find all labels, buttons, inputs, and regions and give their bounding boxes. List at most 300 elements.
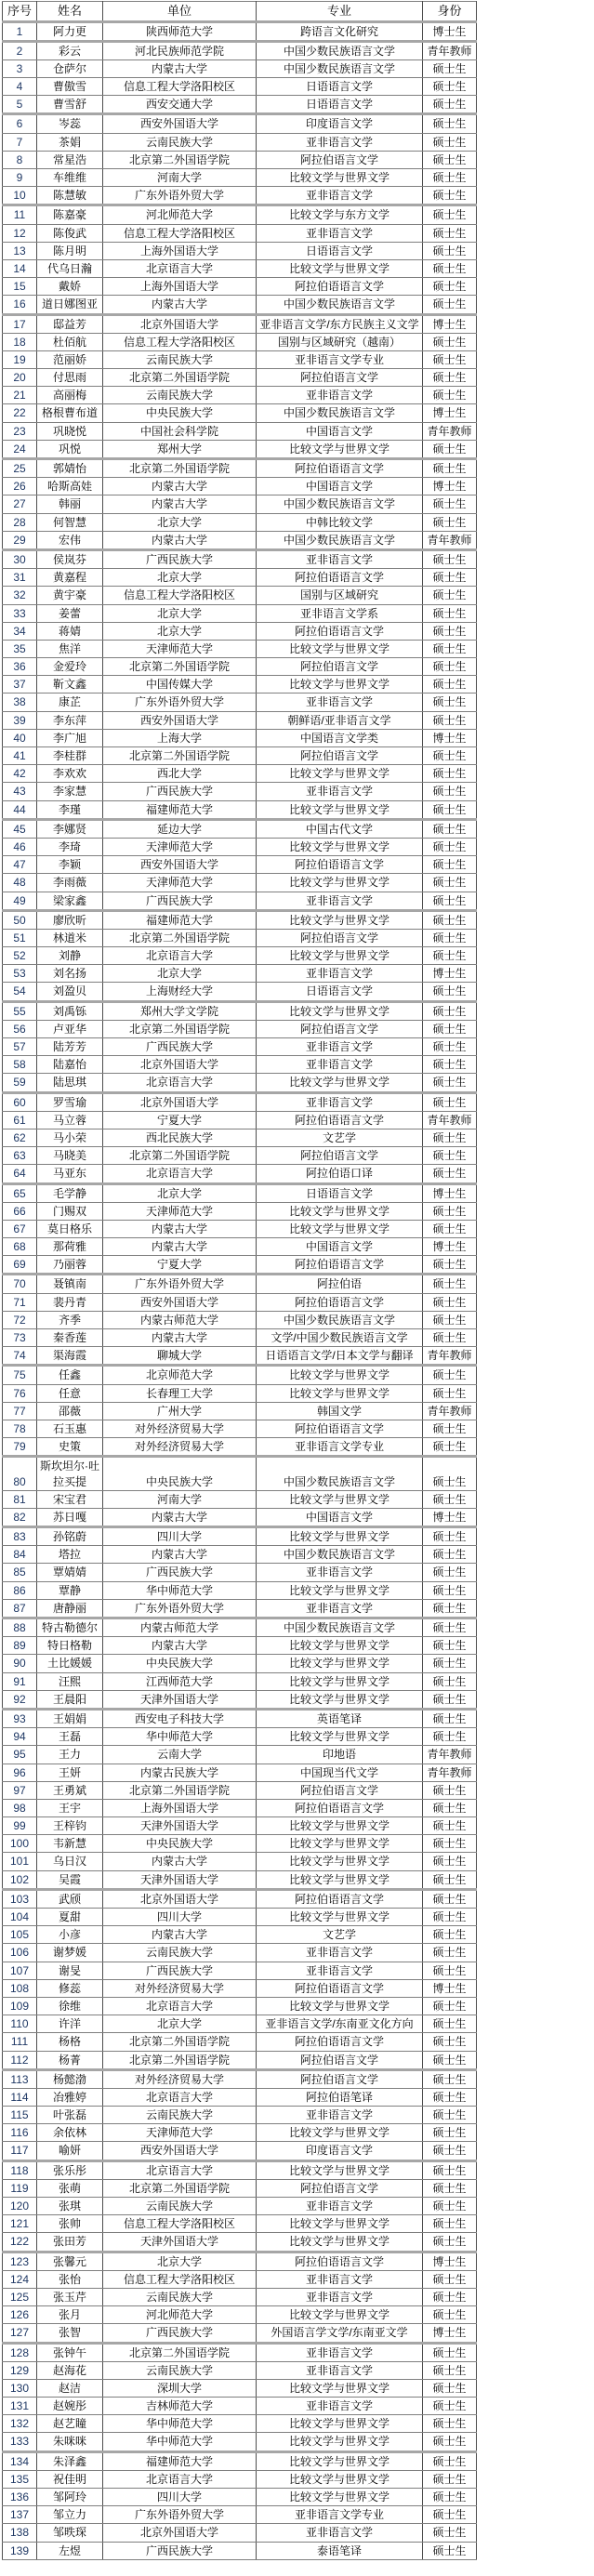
cell-no: 94	[3, 1728, 37, 1746]
cell-role: 硕士生	[423, 1944, 477, 1962]
cell-major: 中国语言文学	[257, 422, 423, 440]
cell-no: 61	[3, 1111, 37, 1129]
cell-unit: 内蒙古民族大学	[103, 1764, 257, 1781]
table-row	[3, 296, 477, 314]
cell-role: 硕士生	[423, 1581, 477, 1599]
cell-name: 朱咪咪	[37, 2433, 103, 2451]
cell-name: 康芷	[37, 694, 103, 711]
table-row	[3, 2107, 477, 2124]
cell-unit: 河北师范大学	[103, 2306, 257, 2324]
cell-no: 126	[3, 2306, 37, 2324]
cell-unit: 北京语言大学	[103, 947, 257, 965]
table-row	[3, 1220, 477, 1237]
cell-unit: 郑州大学文学院	[103, 1001, 257, 1020]
cell-no: 65	[3, 1183, 37, 1202]
cell-unit: 云南民族大学	[103, 1944, 257, 1962]
cell-unit: 北京大学	[103, 1183, 257, 1202]
table-row	[3, 1347, 477, 1366]
cell-no: 83	[3, 1527, 37, 1546]
cell-role: 硕士生	[423, 983, 477, 1001]
cell-no: 108	[3, 1979, 37, 1997]
cell-name: 李东萍	[37, 711, 103, 729]
cell-no: 121	[3, 2215, 37, 2233]
cell-role: 硕士生	[423, 1147, 477, 1165]
cell-major: 阿拉伯语言文学	[257, 2179, 423, 2197]
cell-major: 韩国文学	[257, 1402, 423, 1420]
table-row	[3, 169, 477, 187]
cell-major: 亚非语言文学	[257, 965, 423, 983]
cell-unit: 北京第二外国语学院	[103, 2343, 257, 2361]
cell-unit: 对外经济贸易大学	[103, 1420, 257, 1437]
cell-major: 阿拉伯语言文学	[257, 747, 423, 765]
cell-unit: 北京外国语大学	[103, 1056, 257, 1074]
cell-unit: 北京第二外国语学院	[103, 1147, 257, 1165]
cell-major: 比较文学与世界文学	[257, 1672, 423, 1690]
cell-unit: 中央民族大学	[103, 1457, 257, 1490]
cell-role: 硕士生	[423, 1655, 477, 1672]
table-row	[3, 1835, 477, 1853]
cell-no: 48	[3, 874, 37, 892]
table-row	[3, 2051, 477, 2069]
table-row	[3, 242, 477, 259]
cell-name: 王力	[37, 1746, 103, 1764]
cell-no: 13	[3, 242, 37, 259]
cell-name: 李颖	[37, 856, 103, 874]
table-row	[3, 587, 477, 604]
cell-name: 张玉芹	[37, 2288, 103, 2305]
cell-unit: 广东外语外贸大学	[103, 1599, 257, 1618]
cell-major: 中国现当代文学	[257, 1764, 423, 1781]
cell-no: 1	[3, 21, 37, 41]
cell-major: 泰语笔译	[257, 2542, 423, 2559]
cell-name: 郭婧怡	[37, 459, 103, 478]
cell-name: 何智慧	[37, 513, 103, 531]
cell-name: 巩晓悦	[37, 422, 103, 440]
cell-name: 宋宝君	[37, 1490, 103, 1508]
cell-role: 硕士生	[423, 2198, 477, 2215]
cell-role: 硕士生	[423, 2288, 477, 2305]
table-row	[3, 1817, 477, 1835]
cell-unit: 河北师范大学	[103, 205, 257, 224]
table-row	[3, 983, 477, 1001]
table-row	[3, 947, 477, 965]
cell-no: 21	[3, 387, 37, 404]
cell-role: 硕士生	[423, 333, 477, 350]
cell-major: 中国古代文学	[257, 819, 423, 838]
table-row	[3, 910, 477, 929]
cell-role: 硕士生	[423, 1129, 477, 1146]
cell-role: 硕士生	[423, 187, 477, 205]
cell-major: 文艺学	[257, 1926, 423, 1944]
cell-unit: 上海外国语大学	[103, 1799, 257, 1816]
cell-name: 叶张磊	[37, 2107, 103, 2124]
cell-no: 76	[3, 1384, 37, 1402]
cell-name: 那荷雅	[37, 1238, 103, 1256]
table-row	[3, 1781, 477, 1799]
cell-no: 31	[3, 569, 37, 587]
cell-role: 硕士生	[423, 2379, 477, 2397]
cell-major: 比较文学与世界文学	[257, 1655, 423, 1672]
cell-role: 硕士生	[423, 819, 477, 838]
table-row	[3, 2451, 477, 2470]
table-row	[3, 1384, 477, 1402]
cell-name: 石玉惠	[37, 1420, 103, 1437]
cell-major: 阿拉伯语口译	[257, 1165, 423, 1183]
cell-role: 硕士生	[423, 2088, 477, 2106]
cell-unit: 西安电子科技大学	[103, 1709, 257, 1727]
cell-major: 亚非语言文学	[257, 1092, 423, 1111]
cell-name: 张田芳	[37, 2233, 103, 2252]
cell-role: 博士生	[423, 965, 477, 983]
cell-major: 中国少数民族语言文学	[257, 296, 423, 314]
cell-name: 代乌日瀚	[37, 259, 103, 277]
cell-name: 邵薇	[37, 1402, 103, 1420]
cell-role: 硕士生	[423, 114, 477, 133]
cell-major: 中国少数民族语言文学	[257, 1457, 423, 1490]
cell-major: 阿拉伯语语言文学	[257, 2252, 423, 2270]
cell-no: 77	[3, 1402, 37, 1420]
table-row	[3, 2198, 477, 2215]
table-row	[3, 2470, 477, 2488]
cell-no: 74	[3, 1347, 37, 1366]
cell-major: 比较文学与世界文学	[257, 1001, 423, 1020]
cell-no: 39	[3, 711, 37, 729]
cell-major: 亚非语言文学	[257, 1564, 423, 1581]
cell-no: 68	[3, 1238, 37, 1256]
cell-role: 硕士生	[423, 224, 477, 242]
cell-no: 84	[3, 1546, 37, 1564]
cell-unit: 北京语言大学	[103, 1997, 257, 2015]
cell-role: 硕士生	[423, 604, 477, 622]
cell-unit: 西安外国语大学	[103, 711, 257, 729]
cell-role: 博士生	[423, 1508, 477, 1526]
table-row	[3, 1293, 477, 1311]
cell-major: 比较文学与世界文学	[257, 1220, 423, 1237]
cell-role: 博士生	[423, 2252, 477, 2270]
cell-role: 青年教师	[423, 1402, 477, 1420]
table-row	[3, 1311, 477, 1328]
cell-no: 35	[3, 640, 37, 657]
cell-role: 硕士生	[423, 2361, 477, 2379]
cell-unit: 内蒙古大学	[103, 1546, 257, 1564]
cell-role: 硕士生	[423, 1781, 477, 1799]
cell-name: 彩云	[37, 41, 103, 59]
cell-role: 硕士生	[423, 929, 477, 946]
cell-no: 113	[3, 2069, 37, 2088]
cell-no: 111	[3, 2033, 37, 2051]
cell-role: 硕士生	[423, 783, 477, 800]
table-row	[3, 1001, 477, 1020]
cell-name: 王宇	[37, 1799, 103, 1816]
cell-unit: 广西民族大学	[103, 2542, 257, 2559]
cell-unit: 西北民族大学	[103, 1129, 257, 1146]
cell-no: 138	[3, 2524, 37, 2542]
cell-unit: 天津外国语大学	[103, 2233, 257, 2252]
cell-major: 比较文学与世界文学	[257, 800, 423, 819]
cell-major: 日语语言文学/日本文学与翻译	[257, 1347, 423, 1366]
cell-name: 张帅	[37, 2215, 103, 2233]
table-row	[3, 1690, 477, 1709]
cell-unit: 内蒙古大学	[103, 1238, 257, 1256]
table-body	[3, 21, 477, 2559]
column-header-role: 身份	[423, 2, 477, 22]
cell-role: 硕士生	[423, 1074, 477, 1092]
cell-major: 比较文学与世界文学	[257, 1909, 423, 1926]
cell-role: 青年教师	[423, 41, 477, 59]
cell-no: 92	[3, 1690, 37, 1709]
cell-name: 仓萨尔	[37, 59, 103, 77]
cell-unit: 内蒙古大学	[103, 1220, 257, 1237]
cell-role: 硕士生	[423, 2524, 477, 2542]
cell-role: 硕士生	[423, 1564, 477, 1581]
cell-name: 罗雪瑜	[37, 1092, 103, 1111]
cell-major: 比较文学与世界文学	[257, 1690, 423, 1709]
cell-unit: 上海财经大学	[103, 983, 257, 1001]
cell-name: 焦洋	[37, 640, 103, 657]
table-row	[3, 1672, 477, 1690]
cell-major: 亚非语言文学	[257, 2361, 423, 2379]
cell-no: 34	[3, 622, 37, 640]
cell-no: 46	[3, 838, 37, 855]
cell-unit: 长春理工大学	[103, 1384, 257, 1402]
cell-name: 刘盈贝	[37, 983, 103, 1001]
cell-unit: 上海大学	[103, 729, 257, 746]
cell-unit: 上海外国语大学	[103, 242, 257, 259]
cell-name: 徐维	[37, 1997, 103, 2015]
cell-major: 印度语言文学	[257, 2142, 423, 2160]
table-row	[3, 694, 477, 711]
cell-role: 硕士生	[423, 1618, 477, 1637]
table-row	[3, 2215, 477, 2233]
cell-unit: 北京语言大学	[103, 259, 257, 277]
cell-unit: 上海外国语大学	[103, 278, 257, 296]
cell-role: 硕士生	[423, 658, 477, 676]
cell-no: 81	[3, 1490, 37, 1508]
cell-role: 硕士生	[423, 1926, 477, 1944]
table-row	[3, 478, 477, 495]
cell-name: 乌日汉	[37, 1853, 103, 1870]
table-row	[3, 1111, 477, 1129]
cell-name: 毛学静	[37, 1183, 103, 1202]
cell-name: 巩悦	[37, 440, 103, 458]
cell-unit: 云南民族大学	[103, 2107, 257, 2124]
cell-unit: 西北大学	[103, 765, 257, 783]
cell-name: 土比媛媛	[37, 1655, 103, 1672]
cell-name: 王磊	[37, 1728, 103, 1746]
cell-unit: 华中师范大学	[103, 2415, 257, 2433]
table-row	[3, 1256, 477, 1275]
cell-no: 96	[3, 1764, 37, 1781]
cell-no: 90	[3, 1655, 37, 1672]
cell-major: 文学/中国少数民族语言文学	[257, 1329, 423, 1347]
cell-no: 14	[3, 259, 37, 277]
cell-role: 硕士生	[423, 640, 477, 657]
table-row	[3, 2343, 477, 2361]
cell-name: 齐季	[37, 1311, 103, 1328]
cell-unit: 郑州大学	[103, 440, 257, 458]
cell-no: 127	[3, 2324, 37, 2343]
cell-name: 特古勒德尔	[37, 1618, 103, 1637]
table-row	[3, 1275, 477, 1293]
cell-unit: 北京师范大学	[103, 1366, 257, 1384]
table-row	[3, 1581, 477, 1599]
cell-major: 比较文学与世界文学	[257, 765, 423, 783]
cell-major: 阿拉伯语	[257, 1275, 423, 1293]
cell-no: 32	[3, 587, 37, 604]
cell-name: 杨懿渤	[37, 2069, 103, 2088]
cell-unit: 河南大学	[103, 169, 257, 187]
cell-unit: 内蒙古大学	[103, 1508, 257, 1526]
cell-role: 硕士生	[423, 569, 477, 587]
cell-no: 28	[3, 513, 37, 531]
cell-role: 硕士生	[423, 676, 477, 694]
cell-role: 硕士生	[423, 587, 477, 604]
cell-name: 蒋婧	[37, 622, 103, 640]
table-row	[3, 2252, 477, 2270]
cell-no: 136	[3, 2489, 37, 2506]
table-row	[3, 1074, 477, 1092]
cell-no: 131	[3, 2398, 37, 2415]
cell-role: 硕士生	[423, 549, 477, 568]
cell-name: 塔拉	[37, 1546, 103, 1564]
table-row	[3, 224, 477, 242]
cell-role: 硕士生	[423, 1384, 477, 1402]
cell-major: 比较文学与世界文学	[257, 874, 423, 892]
cell-role: 硕士生	[423, 2398, 477, 2415]
cell-name: 常星浩	[37, 151, 103, 168]
cell-role: 硕士生	[423, 387, 477, 404]
cell-no: 23	[3, 422, 37, 440]
cell-name: 修蕊	[37, 1979, 103, 1997]
cell-no: 133	[3, 2433, 37, 2451]
cell-unit: 中央民族大学	[103, 404, 257, 422]
cell-no: 106	[3, 1944, 37, 1962]
cell-role: 硕士生	[423, 169, 477, 187]
cell-role: 硕士生	[423, 2179, 477, 2197]
cell-name: 特日格勒	[37, 1637, 103, 1655]
cell-role: 硕士生	[423, 1997, 477, 2015]
cell-no: 51	[3, 929, 37, 946]
cell-major: 阿拉伯语语言文学	[257, 2033, 423, 2051]
table-row	[3, 2415, 477, 2433]
cell-no: 56	[3, 1020, 37, 1037]
table-row	[3, 965, 477, 983]
cell-role: 硕士生	[423, 694, 477, 711]
cell-name: 马晓美	[37, 1147, 103, 1165]
cell-no: 112	[3, 2051, 37, 2069]
cell-name: 刘禹铄	[37, 1001, 103, 1020]
cell-unit: 广东外语外贸大学	[103, 187, 257, 205]
cell-major: 比较文学与世界文学	[257, 910, 423, 929]
cell-name: 聂镇南	[37, 1275, 103, 1293]
table-row	[3, 2270, 477, 2288]
table-row	[3, 333, 477, 350]
cell-name: 金爱玲	[37, 658, 103, 676]
table-row	[3, 21, 477, 41]
cell-major: 阿拉伯语言文学	[257, 1020, 423, 1037]
cell-major: 阿拉伯语语言文学	[257, 622, 423, 640]
cell-name: 赵洁	[37, 2379, 103, 2397]
cell-name: 覃静	[37, 1581, 103, 1599]
cell-no: 22	[3, 404, 37, 422]
cell-unit: 天津师范大学	[103, 2124, 257, 2142]
table-row	[3, 622, 477, 640]
cell-no: 43	[3, 783, 37, 800]
cell-role: 博士生	[423, 478, 477, 495]
cell-name: 史策	[37, 1438, 103, 1457]
cell-major: 比较文学与世界文学	[257, 2433, 423, 2451]
cell-major: 比较文学与世界文学	[257, 1817, 423, 1835]
cell-unit: 北京大学	[103, 569, 257, 587]
cell-major: 亚非语言文学	[257, 549, 423, 568]
cell-name: 覃婧婧	[37, 1564, 103, 1581]
cell-role: 硕士生	[423, 1275, 477, 1293]
cell-role: 硕士生	[423, 2542, 477, 2559]
table-row	[3, 531, 477, 549]
cell-major: 比较文学与世界文学	[257, 2124, 423, 2142]
cell-role: 硕士生	[423, 1001, 477, 1020]
cell-unit: 福建师范大学	[103, 2451, 257, 2470]
table-row	[3, 404, 477, 422]
table-row	[3, 1438, 477, 1457]
cell-unit: 中央民族大学	[103, 1655, 257, 1672]
cell-no: 41	[3, 747, 37, 765]
cell-unit: 中国传媒大学	[103, 676, 257, 694]
table-row	[3, 387, 477, 404]
table-row	[3, 2324, 477, 2343]
cell-name: 李雨薇	[37, 874, 103, 892]
cell-unit: 四川大学	[103, 2489, 257, 2506]
cell-unit: 内蒙古大学	[103, 495, 257, 513]
table-row	[3, 151, 477, 168]
cell-role: 硕士生	[423, 1889, 477, 1908]
table-row	[3, 569, 477, 587]
cell-major: 亚非语言文学	[257, 2288, 423, 2305]
table-row	[3, 800, 477, 819]
cell-unit: 中国社会科学院	[103, 422, 257, 440]
cell-name: 孙铭蔚	[37, 1527, 103, 1546]
cell-major: 比较文学与世界文学	[257, 1074, 423, 1092]
cell-role: 硕士生	[423, 747, 477, 765]
cell-unit: 云南大学	[103, 1746, 257, 1764]
cell-role: 博士生	[423, 1183, 477, 1202]
cell-role: 硕士生	[423, 2069, 477, 2088]
table-row	[3, 1618, 477, 1637]
table-row	[3, 1092, 477, 1111]
cell-unit: 信息工程大学洛阳校区	[103, 224, 257, 242]
cell-name: 张乐彤	[37, 2160, 103, 2179]
cell-no: 71	[3, 1293, 37, 1311]
cell-name: 格根曹布道	[37, 404, 103, 422]
cell-unit: 天津外国语大学	[103, 1690, 257, 1709]
cell-major: 比较文学与世界文学	[257, 2215, 423, 2233]
cell-unit: 北京第二外国语学院	[103, 1781, 257, 1799]
cell-major: 亚非语言文学专业	[257, 350, 423, 368]
cell-name: 哈斯高娃	[37, 478, 103, 495]
cell-major: 比较文学与世界文学	[257, 1490, 423, 1508]
cell-major: 比较文学与世界文学	[257, 1202, 423, 1220]
cell-unit: 北京第二外国语学院	[103, 459, 257, 478]
cell-major: 阿拉伯语言文学	[257, 1781, 423, 1799]
cell-major: 比较文学与世界文学	[257, 676, 423, 694]
cell-name: 喻妍	[37, 2142, 103, 2160]
cell-name: 韦新慧	[37, 1835, 103, 1853]
cell-unit: 北京第二外国语学院	[103, 2051, 257, 2069]
cell-role: 硕士生	[423, 1799, 477, 1816]
cell-no: 115	[3, 2107, 37, 2124]
cell-unit: 北京大学	[103, 604, 257, 622]
cell-name: 余依林	[37, 2124, 103, 2142]
